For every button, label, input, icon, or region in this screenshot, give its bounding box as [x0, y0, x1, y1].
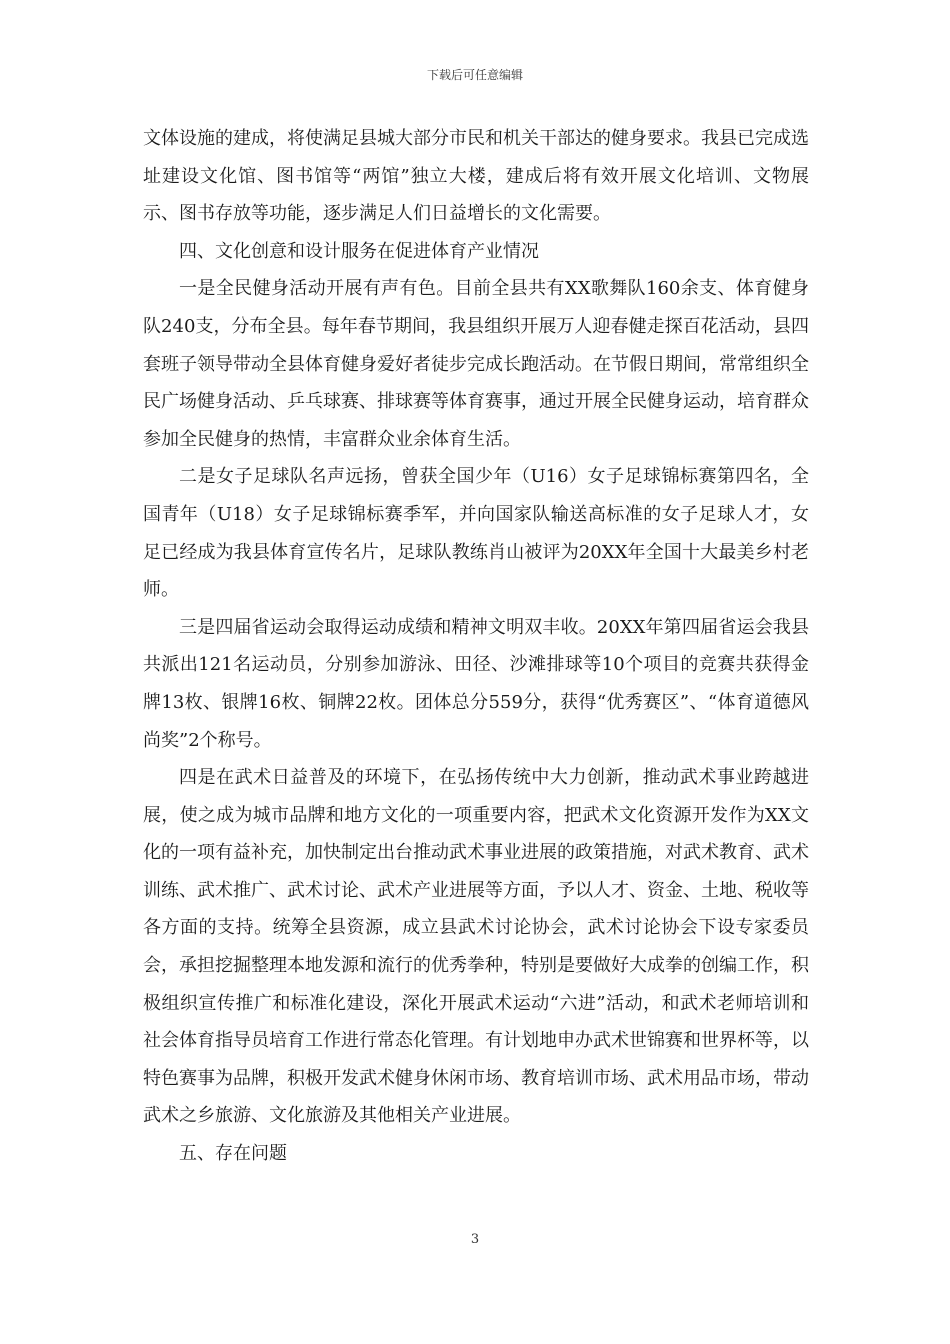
paragraph: 三是四届省运动会取得运动成绩和精神文明双丰收。20XX年第四届省运会我县共派出121名运动员，分别参加游泳、田径、沙滩排球等10个项目的竞赛共获得金牌13枚、银牌16枚、铜牌22枚。团体总分559分，获得“优秀赛区”、“体育道德风尚奖”2个称号。 [143, 616, 809, 751]
document-body [143, 120, 809, 1173]
paragraph: 二是女子足球队名声远扬，曾获全国少年（U16）女子足球锦标赛第四名，全国青年（U18）女子足球锦标赛季军，并向国家队输送高标准的女子足球人才，女足已经成为我县体育宣传名片，足球队教练肖山被评为20XX年全国十大最美乡村老师。 [143, 466, 809, 601]
page-number: 3 [470, 1232, 480, 1247]
section-heading-5: 五、存在问题 [179, 1143, 287, 1165]
paragraph: 四是在武术日益普及的环境下，在弘扬传统中大力创新，推动武术事业跨越进展，使之成为城市品牌和地方文化的一项重要内容，把武术文化资源开发作为XX文化的一项有益补充，加快制定出台推动武术事业进展的政策措施，对武术教育、武术训练、武术推广、武术讨论、武术产业进展等方面，予以人才、资金、土地、税收等各方面的支持。统筹全县资源，成立县武术讨论协会，武术讨论协会下设专家委员会，承担挖掘整理本地发源和流行的优秀拳种，特别是要做好大成拳的创编工作，积极组织宣传推广和标准化建设，深化开展武术运动“六进”活动，和武术老师培训和社会体育指导员培育工作进行常态化管理。有计划地申办武术世锦赛和世界杯等，以特色赛事为品牌，积极开发武术健身休闲市场、教育培训市场、武术用品市场，带动武术之乡旅游、文化旅游及其他相关产业进展。 [143, 767, 809, 1127]
paragraph: 文体设施的建成，将使满足县城大部分市民和机关干部达的健身要求。我县已完成选址建设文化馆、图书馆等“两馆”独立大楼，建成后将有效开展文化培训、文物展示、图书存放等功能，逐步满足人们日益增长的文化需要。 [143, 128, 809, 225]
section-heading-4: 四、文化创意和设计服务在促进体育产业情况 [179, 240, 539, 262]
page-header: 下载后可任意编辑 [426, 68, 523, 82]
paragraph: 一是全民健身活动开展有声有色。目前全县共有XX歌舞队160余支、体育健身队240支，分布全县。每年春节期间，我县组织开展万人迎春健走探百花活动，县四套班子领导带动全县体育健身爱好者徒步完成长跑活动。在节假日期间，常常组织全民广场健身活动、乒乓球赛、排球赛等体育赛事，通过开展全民健身运动，培育群众参加全民健身的热情，丰富群众业余体育生活。 [143, 278, 809, 450]
